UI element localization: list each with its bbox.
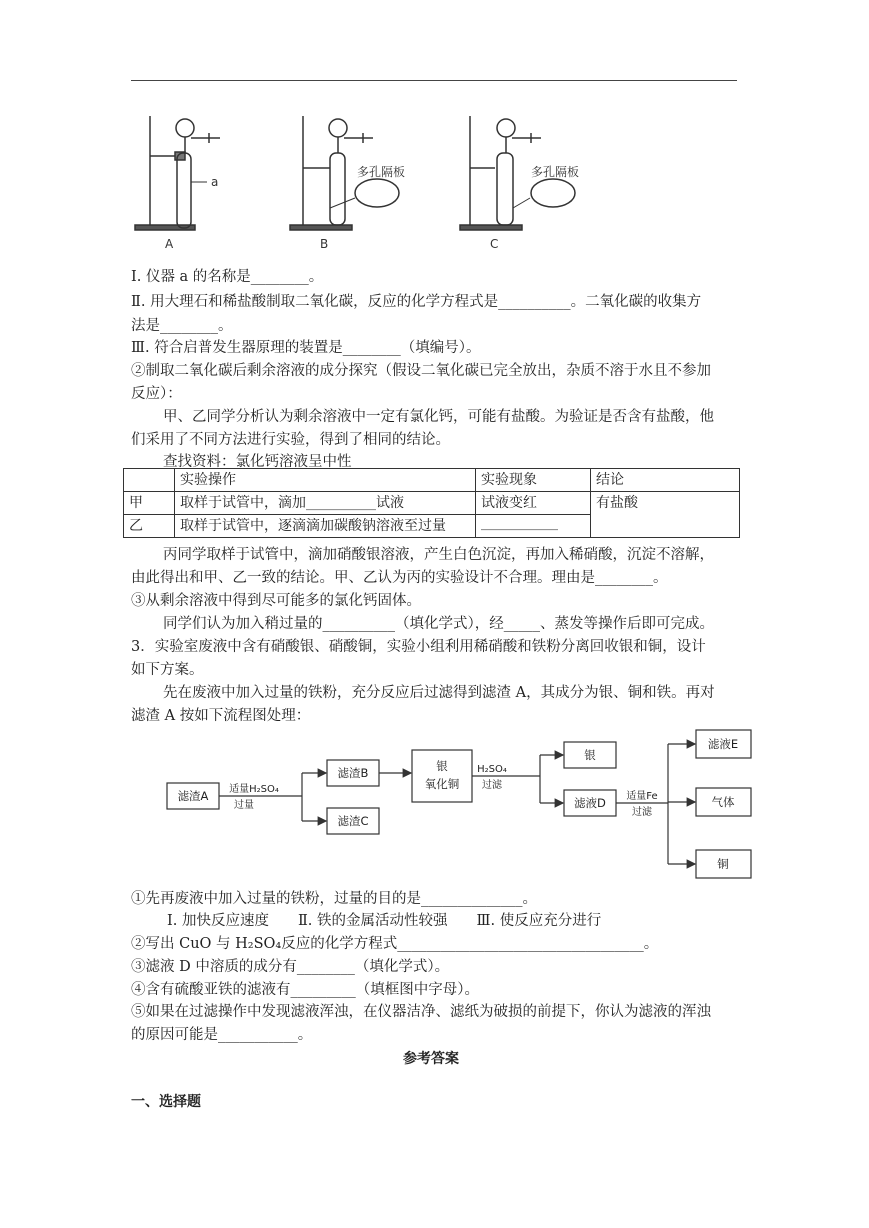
flow-box-mid-1: 银 — [436, 759, 448, 773]
table-header-row — [124, 469, 740, 492]
q-line-10: 丙同学取样于试管中，滴加硝酸银溶液，产生白色沉淀，再加入稀硝酸，沉淀不溶解， — [163, 547, 714, 563]
flow-box-a: 滤渣A — [177, 789, 209, 803]
flow-box-e: 滤液E — [707, 737, 739, 751]
apparatus-label-a: A — [165, 237, 174, 251]
table-row — [124, 492, 740, 515]
flow-box-c: 滤渣C — [337, 814, 369, 828]
q-line-17: 滤渣 A 按如下流程图处理： — [131, 708, 311, 724]
flow-arrow1-top: 适量H₂SO₄ — [229, 784, 279, 795]
q-line-20: ②写出 CuO 与 H₂SO₄反应的化学方程式__________________________________。 — [131, 936, 659, 952]
header-rule — [131, 80, 737, 81]
apparatus-figure — [125, 108, 595, 254]
q-line-18: ①先再废液中加入过量的铁粉，过量的目的是______________。 — [131, 891, 537, 907]
flow-box-silver: 银 — [584, 748, 596, 762]
table-header-cell: 结论 — [591, 469, 740, 492]
q-line-7: 甲、乙同学分析认为剩余溶液中一定有氯化钙，可能有盐酸。为验证是否含有盐酸，他 — [163, 409, 714, 425]
q-line-12: ③从剩余溶液中得到尽可能多的氯化钙固体。 — [131, 593, 421, 609]
plate-label-c: 多孔隔板 — [531, 165, 580, 179]
table-header-cell: 实验操作 — [175, 469, 476, 492]
q-line-3: 法是________。 — [131, 318, 233, 334]
flow-chart — [150, 722, 790, 882]
table-header-cell — [124, 469, 175, 492]
q-line-2: Ⅱ. 用大理石和稀盐酸制取二氧化碳，反应的化学方程式是__________。二氧化碳的收集方 — [131, 294, 702, 310]
flow-arrow2-bot: 过滤 — [482, 780, 502, 791]
plate-label-b: 多孔隔板 — [357, 165, 406, 179]
q-line-13: 同学们认为加入稍过量的__________（填化学式），经_____、蒸发等操作后即可完成。 — [163, 616, 714, 632]
table-header-cell: 实验现象 — [476, 469, 591, 492]
q-line-6: 反应）： — [131, 386, 182, 402]
experiment-table — [123, 468, 740, 538]
table-cell: ___________ — [476, 515, 591, 538]
q-line-21: ③滤液 D 中溶质的成分有________（填化学式）。 — [131, 959, 450, 975]
flow-box-b: 滤渣B — [337, 766, 369, 780]
table-cell: 试液变红 — [476, 492, 591, 515]
flow-arrow3-bot: 过滤 — [632, 807, 652, 818]
flow-box-mid-2: 氧化铜 — [424, 777, 460, 791]
flow-box-gas: 气体 — [711, 795, 735, 809]
q-line-24: 的原因可能是___________。 — [131, 1027, 313, 1043]
q-line-11: 由此得出和甲、乙一致的结论。甲、乙认为丙的实验设计不合理。理由是________。 — [131, 570, 668, 586]
flow-box-cu: 铜 — [717, 857, 729, 871]
table-cell: 乙 — [124, 515, 175, 538]
q-line-5: ②制取二氧化碳后剩余溶液的成分探究（假设二氧化碳已完全放出，杂质不溶于水且不参加 — [131, 363, 711, 379]
apparatus-part-label: a — [211, 175, 219, 189]
q-line-16: 先在废液中加入过量的铁粉，充分反应后过滤得到滤渣 A，其成分为银、铜和铁。再对 — [163, 685, 715, 701]
table-cell: 有盐酸 — [591, 492, 740, 538]
apparatus-label-c: C — [490, 237, 499, 251]
section-title: 一、选择题 — [131, 1094, 201, 1110]
flow-arrow2-top: H₂SO₄ — [477, 764, 507, 775]
answer-title: 参考答案 — [403, 1051, 459, 1067]
q-line-22: ④含有硫酸亚铁的滤液有_________（填框图中字母）。 — [131, 982, 479, 998]
table-cell: 取样于试管中，滴加__________试液 — [175, 492, 476, 515]
table-cell: 甲 — [124, 492, 175, 515]
q-line-4: Ⅲ. 符合启普发生器原理的装置是________（填编号）。 — [131, 340, 481, 356]
flow-box-d: 滤液D — [574, 796, 606, 810]
flow-arrow3-top: 适量Fe — [626, 791, 658, 802]
q-line-8: 们采用了不同方法进行实验，得到了相同的结论。 — [131, 432, 450, 448]
q-line-14: 3．实验室废液中含有硝酸银、硝酸铜，实验小组利用稀硝酸和铁粉分离回收银和铜，设计 — [131, 639, 706, 655]
table-cell: 取样于试管中，逐滴滴加碳酸钠溶液至过量 — [175, 515, 476, 538]
q-line-9: 查找资料：氯化钙溶液呈中性 — [163, 454, 352, 470]
q-line-1: Ⅰ. 仪器 a 的名称是________。 — [131, 269, 324, 285]
apparatus-label-b: B — [320, 237, 329, 251]
q-line-19: Ⅰ. 加快反应速度 Ⅱ. 铁的金属活动性较强 Ⅲ. 使反应充分进行 — [167, 913, 602, 929]
flow-arrow1-bot: 过量 — [234, 800, 254, 811]
q-line-15: 如下方案。 — [131, 662, 204, 678]
q-line-23: ⑤如果在过滤操作中发现滤液浑浊，在仪器洁净、滤纸为破损的前提下，你认为滤液的浑浊 — [131, 1004, 711, 1020]
